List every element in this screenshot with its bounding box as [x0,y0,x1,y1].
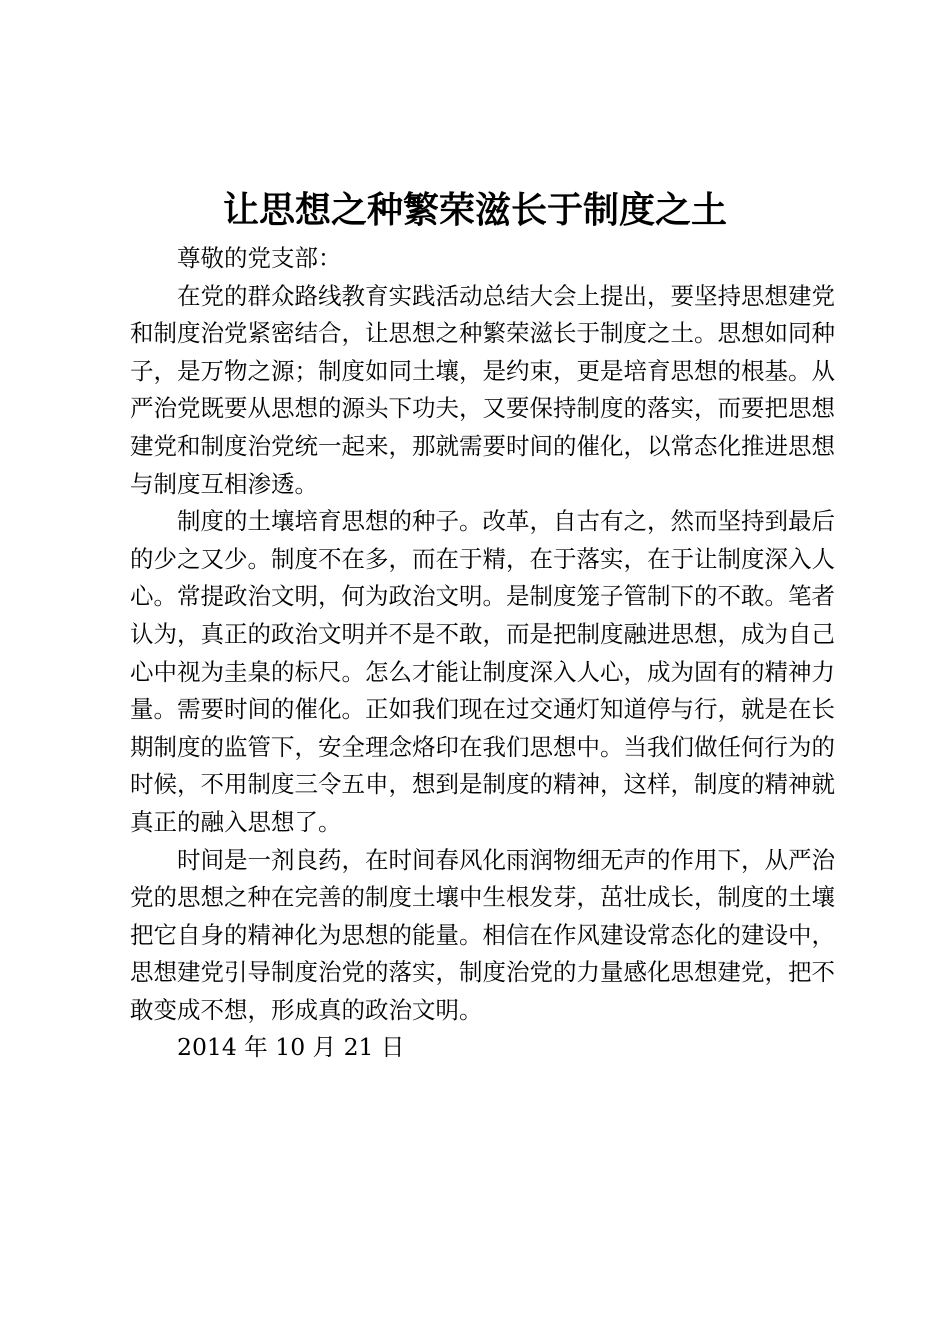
paragraph-2: 制度的土壤培育思想的种子。改革，自古有之，然而坚持到最后的少之又少。制度不在多，而在于精，在于落实，在于让制度深入人心。常提政治文明，何为政治文明。是制度笼子管制下的不敢。笔者认为，真正的政治文明并不是不敢，而是把制度融进思想，成为自己心中视为圭臬的标尺。怎么才能让制度深入人心，成为固有的精神力量。需要时间的催化。正如我们现在过交通灯知道停与行，就是在长期制度的监管下，安全理念烙印在我们思想中。当我们做任何行为的时候，不用制度三令五申，想到是制度的精神，这样，制度的精神就真正的融入思想了。 [130,507,835,836]
paragraph-1: 在党的群众路线教育实践活动总结大会上提出，要坚持思想建党和制度治党紧密结合，让思想之种繁荣滋长于制度之土。思想如同种子，是万物之源；制度如同土壤，是约束，更是培育思想的根基。从严治党既要从思想的源头下功夫，又要保持制度的落实，而要把思想建党和制度治党统一起来，那就需要时间的催化，以常态化推进思想与制度互相渗透。 [130,281,835,498]
paragraph-3: 时间是一剂良药，在时间春风化雨润物细无声的作用下，从严治党的思想之种在完善的制度土壤中生根发芽，茁壮成长，制度的土壤把它自身的精神化为思想的能量。相信在作风建设常态化的建设中，思想建党引导制度治党的落实，制度治党的力量感化思想建党，把不敢变成不想，形成真的政治文明。 [130,845,835,1024]
salutation: 尊敬的党支部： [177,244,342,272]
document-body [130,240,835,1067]
document-date: 2014 年 10 月 21 日 [177,1033,405,1062]
document-title: 让思想之种繁荣滋长于制度之土 [222,189,727,231]
